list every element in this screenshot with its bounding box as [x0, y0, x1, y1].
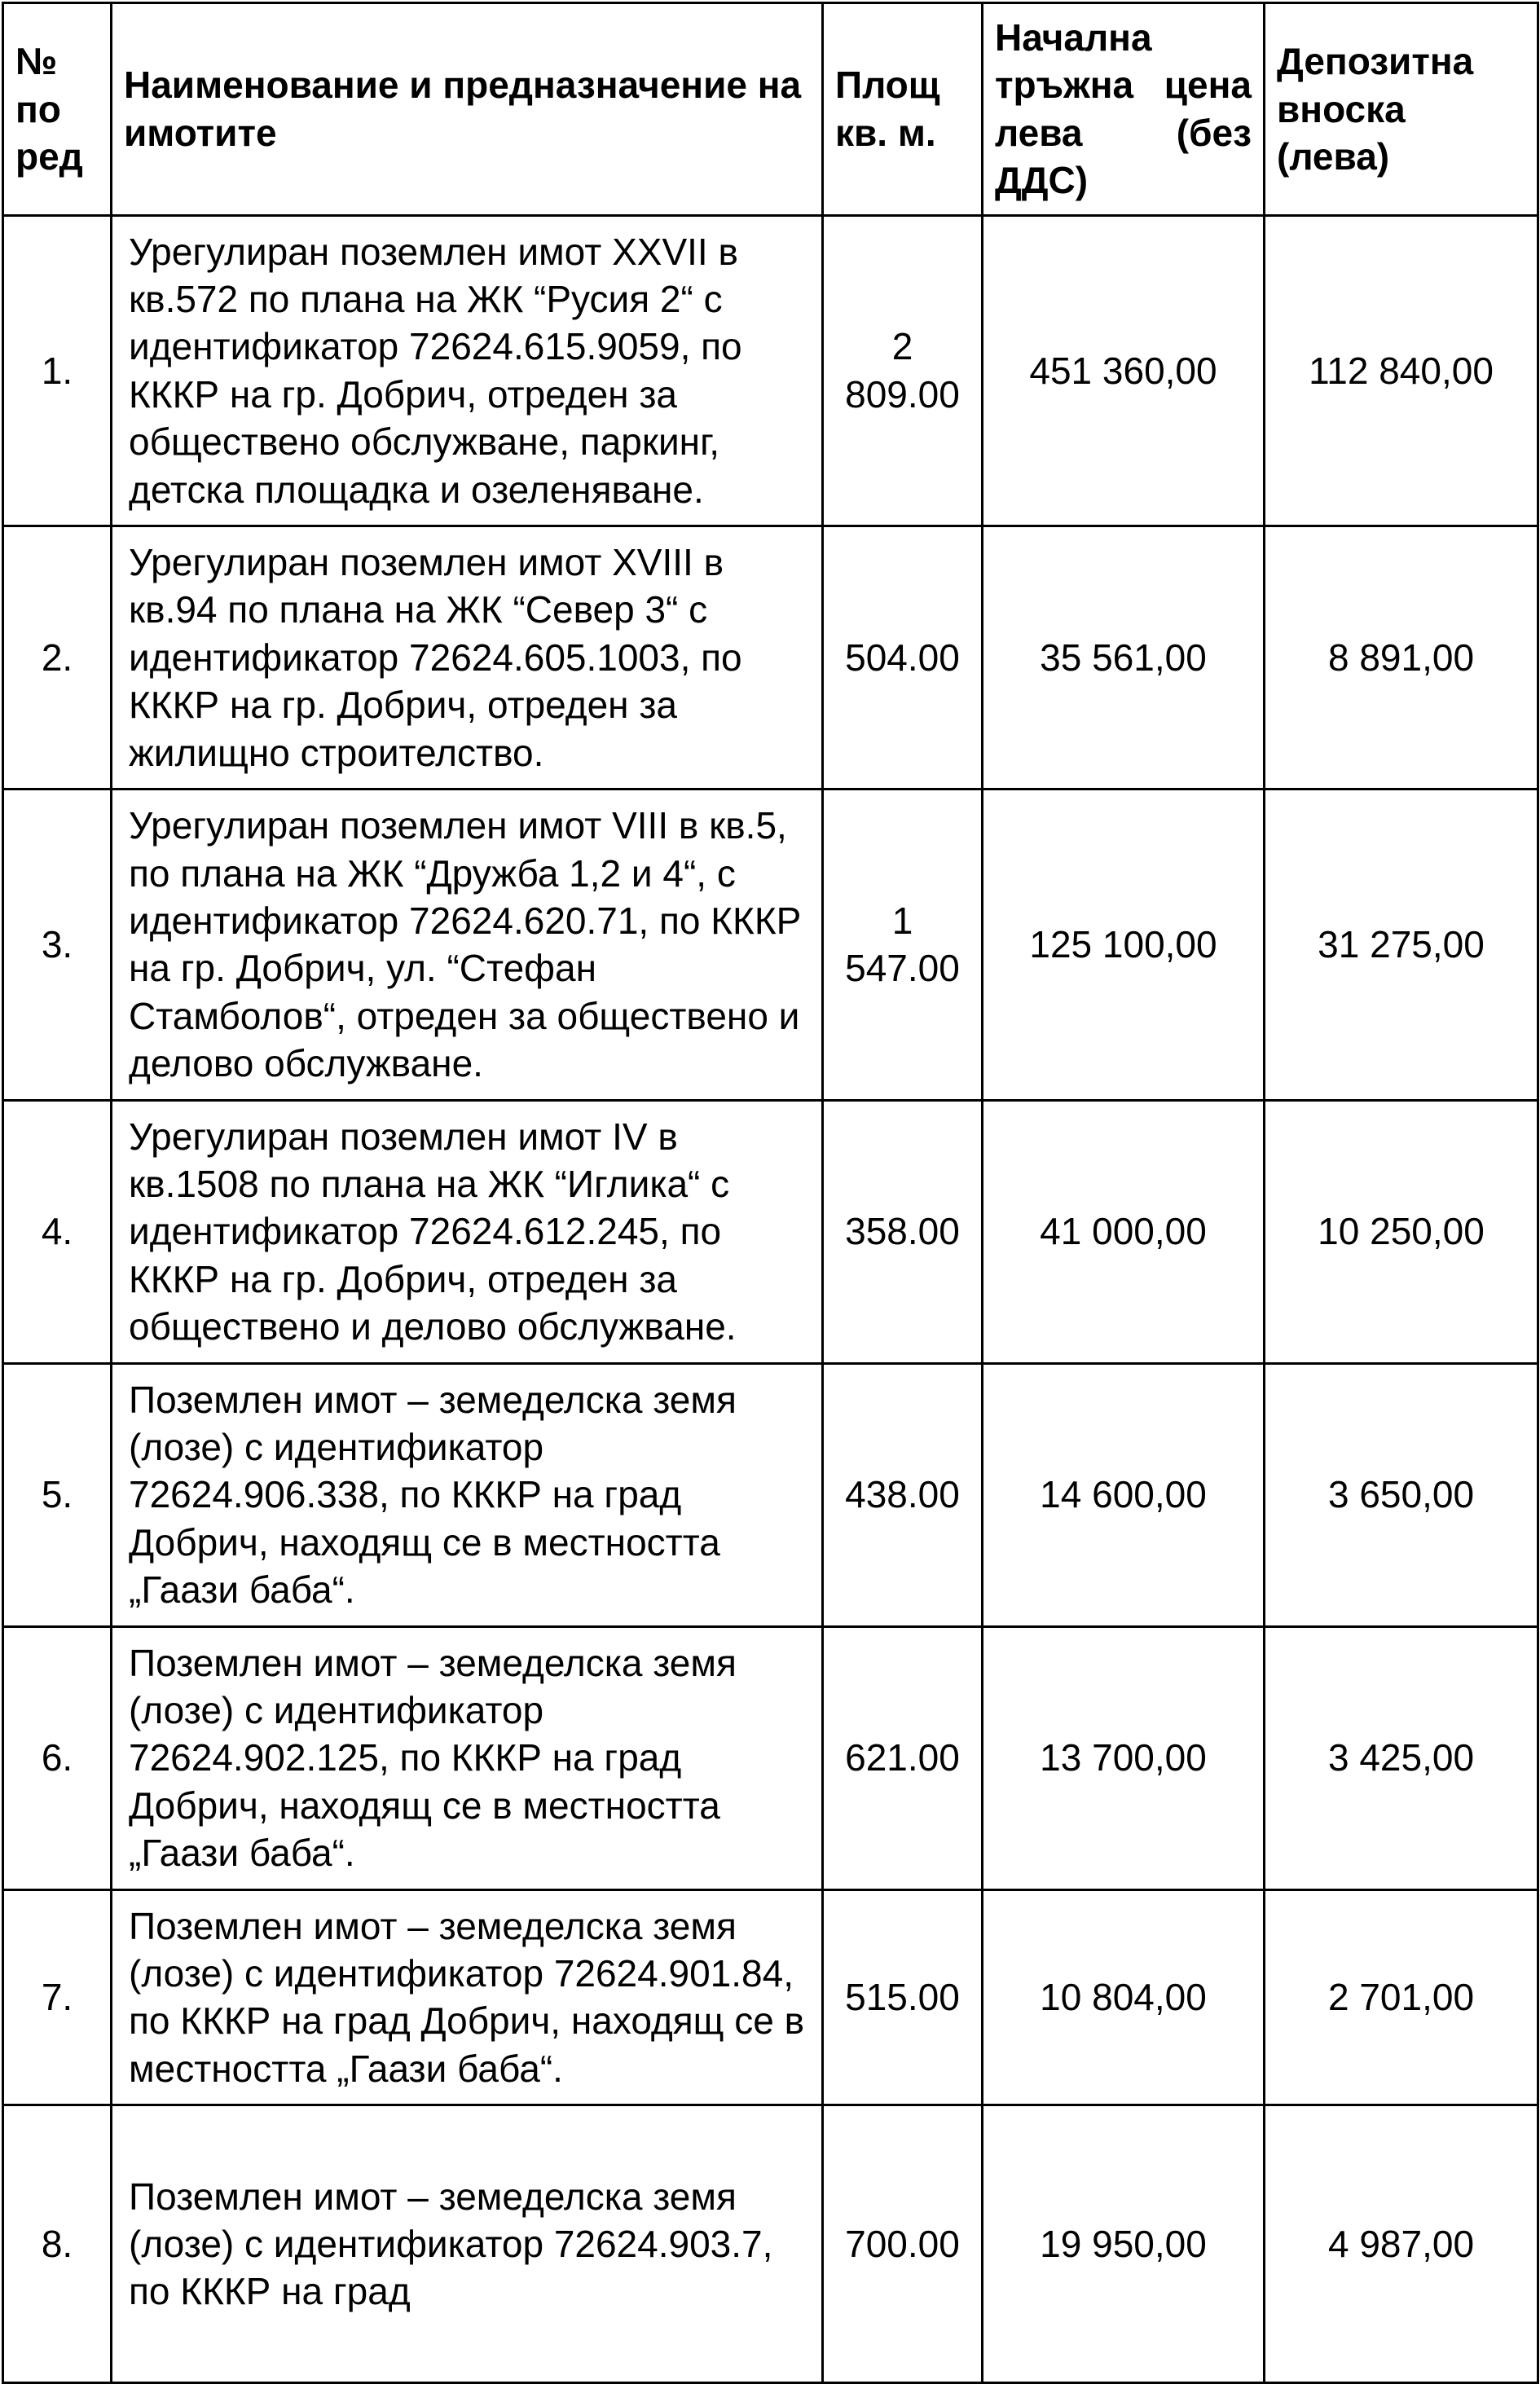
header-start-price: Начална тръжна цена лева (без ДДС): [983, 3, 1265, 216]
property-description: Поземлен имот – земеделска земя (лозе) с идентификатор 72624.902.125, по КККР на град Добрич, находящ се в местността „Гаази баба“.: [112, 1626, 823, 1889]
property-area: 504.00: [823, 526, 983, 790]
row-number: 2.: [3, 526, 112, 790]
table-row: [3, 1363, 1538, 1626]
table-row: [3, 2105, 1538, 2383]
table-row: [3, 215, 1538, 526]
property-description: Урегулиран поземлен имот XXVII в кв.572 по плана на ЖК “Русия 2“ с идентификатор 72624.615.9059, по КККР на гр. Добрич, отреден за обществено обслужване, паркинг, детска площадка и озеленяване.: [112, 215, 823, 526]
table-row: [3, 526, 1538, 790]
header-name: Наименование и предназначение на имотите: [112, 3, 823, 216]
header-number: № по ред: [3, 3, 112, 216]
deposit-amount: 10 250,00: [1265, 1100, 1538, 1363]
deposit-amount: 3 650,00: [1265, 1363, 1538, 1626]
property-area: 700.00: [823, 2105, 983, 2383]
start-price: 14 600,00: [983, 1363, 1265, 1626]
property-description: Поземлен имот – земеделска земя (лозе) с идентификатор 72624.906.338, по КККР на град Добрич, находящ се в местността „Гаази баба“.: [112, 1363, 823, 1626]
deposit-amount: 8 891,00: [1265, 526, 1538, 790]
property-area: 515.00: [823, 1889, 983, 2105]
start-price: 451 360,00: [983, 215, 1265, 526]
start-price: 10 804,00: [983, 1889, 1265, 2105]
property-area: 1 547.00: [823, 790, 983, 1100]
property-area: 358.00: [823, 1100, 983, 1363]
table-row: [3, 1626, 1538, 1889]
row-number: 6.: [3, 1626, 112, 1889]
table-row: [3, 1889, 1538, 2105]
start-price: 19 950,00: [983, 2105, 1265, 2383]
table-row: [3, 1100, 1538, 1363]
start-price: 125 100,00: [983, 790, 1265, 1100]
header-deposit: Депозитна вноска (лева): [1265, 3, 1538, 216]
properties-table: [2, 2, 1539, 2384]
deposit-amount: 3 425,00: [1265, 1626, 1538, 1889]
property-description: Урегулиран поземлен имот IV в кв.1508 по плана на ЖК “Иглика“ с идентификатор 72624.612.245, по КККР на гр. Добрич, отреден за обществено и делово обслужване.: [112, 1100, 823, 1363]
row-number: 4.: [3, 1100, 112, 1363]
property-area: 621.00: [823, 1626, 983, 1889]
row-number: 8.: [3, 2105, 112, 2383]
start-price: 41 000,00: [983, 1100, 1265, 1363]
deposit-amount: 31 275,00: [1265, 790, 1538, 1100]
start-price: 35 561,00: [983, 526, 1265, 790]
property-area: 2 809.00: [823, 215, 983, 526]
start-price: 13 700,00: [983, 1626, 1265, 1889]
table-row: [3, 790, 1538, 1100]
property-description: Поземлен имот – земеделска земя (лозе) с идентификатор 72624.901.84, по КККР на град Добрич, находящ се в местността „Гаази баба“.: [112, 1889, 823, 2105]
property-area: 438.00: [823, 1363, 983, 1626]
deposit-amount: 112 840,00: [1265, 215, 1538, 526]
row-number: 1.: [3, 215, 112, 526]
row-number: 3.: [3, 790, 112, 1100]
property-description: Поземлен имот – земеделска земя (лозе) с идентификатор 72624.903.7, по КККР на град: [112, 2105, 823, 2383]
property-description: Урегулиран поземлен имот XVIII в кв.94 по плана на ЖК “Север 3“ с идентификатор 72624.605.1003, по КККР на гр. Добрич, отреден за жилищно строителство.: [112, 526, 823, 790]
deposit-amount: 4 987,00: [1265, 2105, 1538, 2383]
header-area: Площ кв. м.: [823, 3, 983, 216]
row-number: 7.: [3, 1889, 112, 2105]
header-row: [3, 3, 1538, 216]
row-number: 5.: [3, 1363, 112, 1626]
deposit-amount: 2 701,00: [1265, 1889, 1538, 2105]
property-description: Урегулиран поземлен имот VIII в кв.5, по плана на ЖК “Дружба 1,2 и 4“, с идентификатор 72624.620.71, по КККР на гр. Добрич, ул. “Стефан Стамболов“, отреден за обществено и делово обслужване.: [112, 790, 823, 1100]
